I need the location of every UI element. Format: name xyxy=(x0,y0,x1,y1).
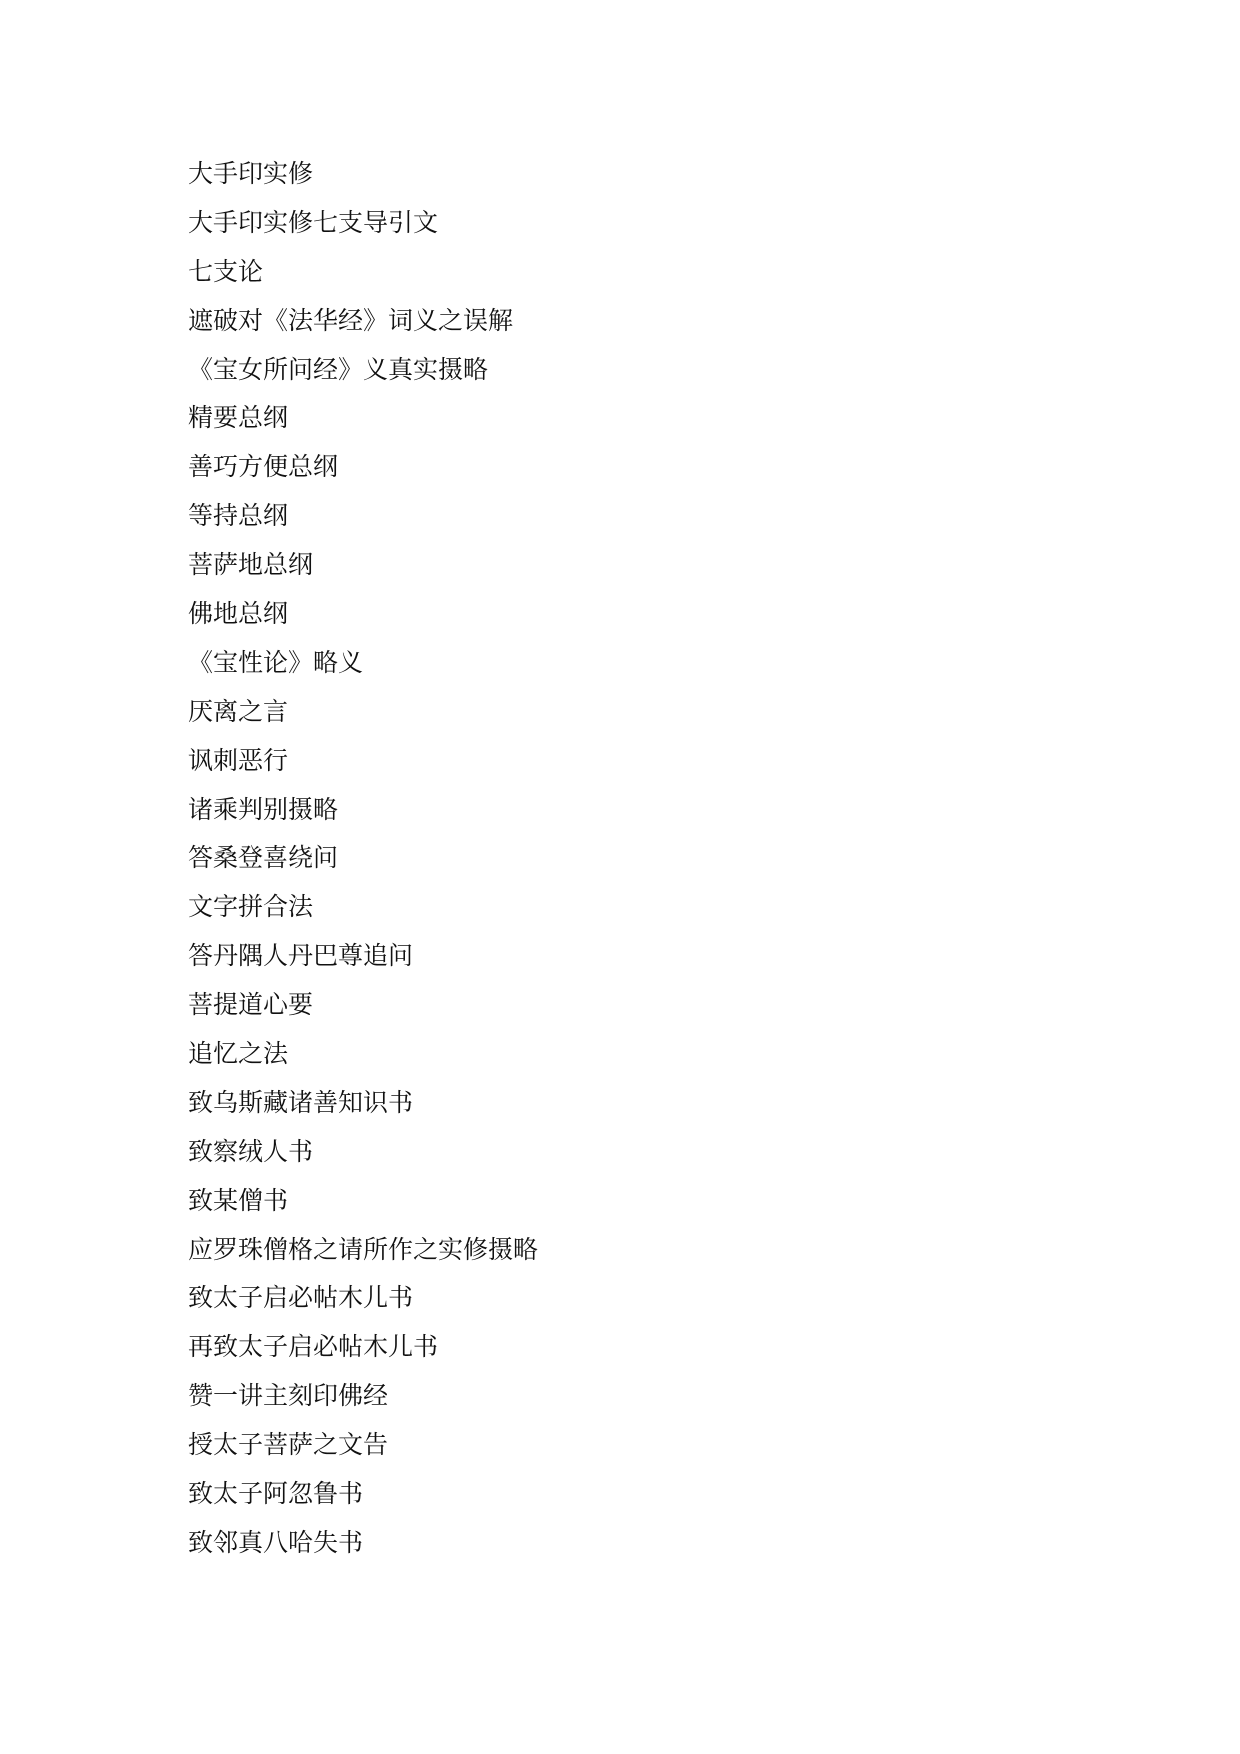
toc-item[interactable]: 菩萨地总纲 xyxy=(188,550,314,580)
toc-item[interactable]: 大手印实修 xyxy=(188,159,314,188)
toc-item[interactable]: 答桑登喜绕问 xyxy=(188,843,339,873)
toc-item[interactable]: 答丹隅人丹巴尊追问 xyxy=(188,941,414,971)
toc-item[interactable]: 追忆之法 xyxy=(188,1039,289,1069)
toc-item[interactable]: 文字拼合法 xyxy=(188,892,314,922)
toc-item[interactable]: 诸乘判别摄略 xyxy=(188,794,339,824)
toc-item[interactable]: 致太子阿忽鲁书 xyxy=(188,1479,364,1509)
toc-item[interactable]: 菩提道心要 xyxy=(188,990,314,1020)
toc-item[interactable]: 七支论 xyxy=(188,256,264,286)
toc-item[interactable]: 致察绒人书 xyxy=(188,1136,314,1166)
toc-item[interactable]: 善巧方便总纲 xyxy=(188,452,339,482)
toc-item[interactable]: 讽刺恶行 xyxy=(188,745,289,775)
toc-item[interactable]: 《宝女所问经》义真实摄略 xyxy=(188,354,489,384)
toc-item[interactable]: 致太子启必帖木儿书 xyxy=(188,1283,414,1313)
toc-item[interactable]: 精要总纲 xyxy=(188,403,289,433)
toc-item[interactable]: 致乌斯藏诸善知识书 xyxy=(188,1087,414,1117)
toc-item[interactable]: 授太子菩萨之文告 xyxy=(188,1430,389,1460)
toc-item[interactable]: 致邻真八哈失书 xyxy=(188,1527,364,1557)
toc-item[interactable]: 厌离之言 xyxy=(188,696,289,726)
toc-item[interactable]: 遮破对《法华经》词义之误解 xyxy=(188,305,514,335)
toc-item[interactable]: 再致太子启必帖木儿书 xyxy=(188,1332,439,1362)
toc-item[interactable]: 大手印实修七支导引文 xyxy=(188,207,439,237)
toc-item[interactable]: 赞一讲主刻印佛经 xyxy=(188,1381,389,1411)
table-of-contents xyxy=(188,150,538,1568)
toc-item[interactable]: 致某僧书 xyxy=(188,1185,289,1215)
toc-item[interactable]: 应罗珠僧格之请所作之实修摄略 xyxy=(188,1234,539,1264)
toc-item[interactable]: 《宝性论》略义 xyxy=(188,647,364,677)
toc-item[interactable]: 佛地总纲 xyxy=(188,599,289,629)
toc-item[interactable]: 等持总纲 xyxy=(188,501,289,531)
